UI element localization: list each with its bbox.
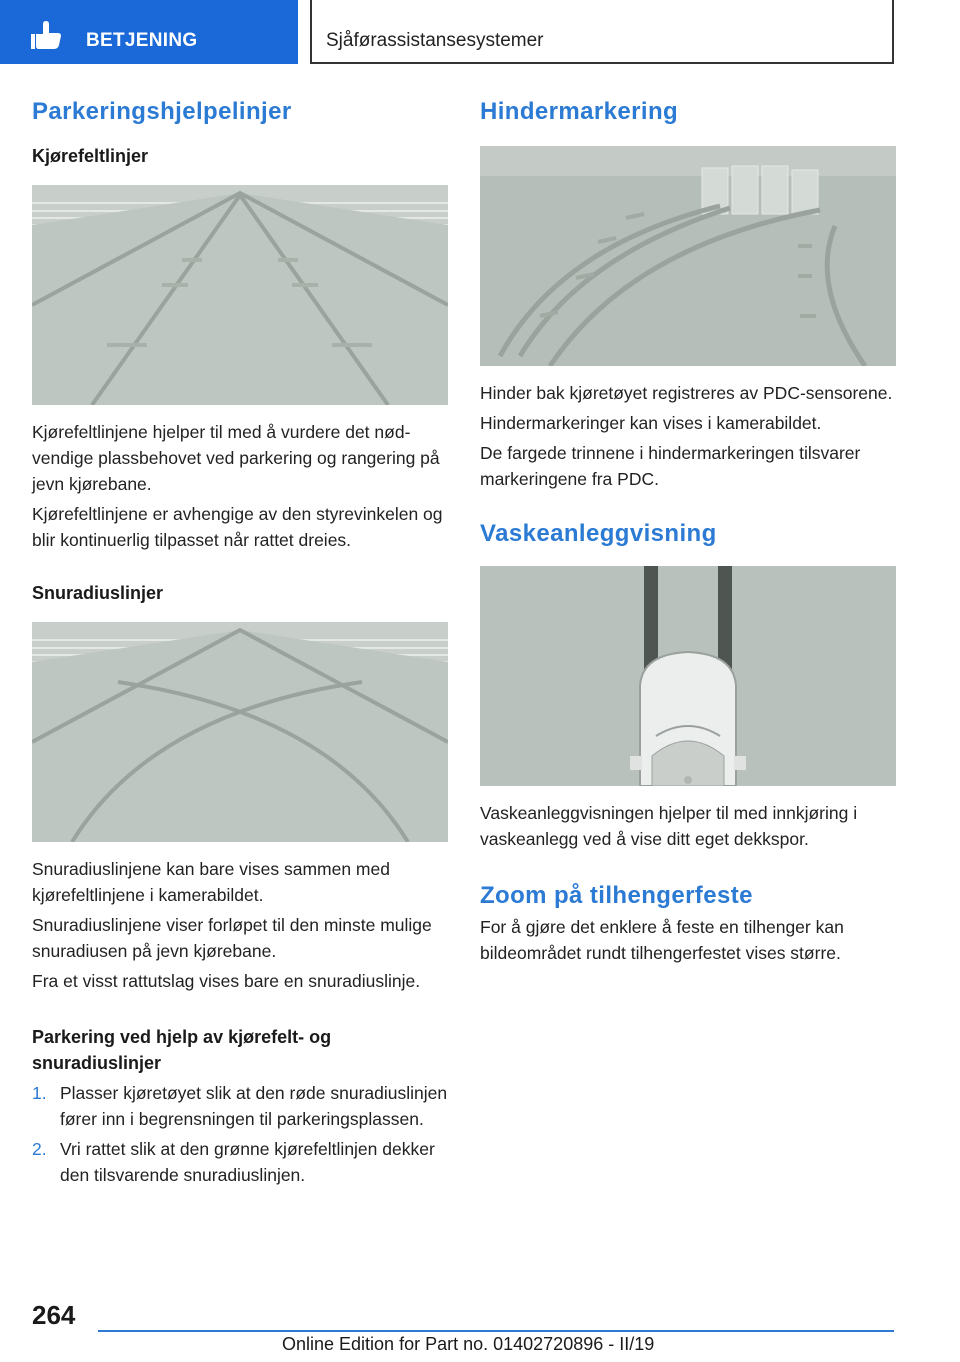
step-number: 2. xyxy=(32,1139,47,1159)
heading-wash: Vaskeanleggvisning xyxy=(480,520,717,547)
obstacle-paragraph-3: De fargede trinnene i hindermarkeringen tilsvarer markeringene fra PDC. xyxy=(480,443,861,489)
parking-steps-list xyxy=(32,1080,448,1188)
page-number: 264 xyxy=(32,1300,76,1330)
heading-parking-lines: Parkeringshjelpelinjer xyxy=(32,98,292,125)
turn-paragraph-2: Snuradiuslinjene viser forløpet til den minste mulige snuradiusen på jevn kjørebane. xyxy=(32,915,432,961)
lane-paragraph-2: Kjørefeltlinjene er avhengige av den styrevinkelen og blir kontinuerlig tilpasset når rattet dreies. xyxy=(32,504,443,550)
zoom-paragraph-1: For å gjøre det enklere å feste en tilhenger kan bildeområdet rundt tilhengerfestet vises større. xyxy=(480,917,844,963)
lane-paragraph-1: Kjørefeltlinjene hjelper til med å vurdere det nødvendige plassbehovet ved parkering og rangering på jevn kjørebane. xyxy=(32,422,440,494)
chapter-tab[interactable] xyxy=(0,0,298,64)
obstacle-paragraph-2: Hindermarkeringer kan vises i kamerabildet. xyxy=(480,413,822,433)
footer-divider xyxy=(98,1330,894,1332)
turning-radius-figure xyxy=(32,622,448,842)
obstacle-marking-figure xyxy=(480,146,896,366)
list-item xyxy=(32,1136,448,1188)
step-text: Vri rattet slik at den grønne kjørefeltlinjen dekker den tilsvarende snuradiuslinjen. xyxy=(60,1139,435,1185)
heading-turn-lines: Snuradiuslinjer xyxy=(32,583,164,603)
section-header xyxy=(310,0,894,64)
step-number: 1. xyxy=(32,1083,47,1103)
right-column xyxy=(480,98,896,966)
lane-lines-figure xyxy=(32,185,448,405)
heading-parking-help: Parkering ved hjelp av kjørefelt- og snuradiuslinjer xyxy=(32,1027,332,1073)
section-title: Sjåførassistansesystemer xyxy=(326,30,544,51)
turn-paragraph-1: Snuradiuslinjene kan bare vises sammen med kjørefeltlinjene i kamerabildet. xyxy=(32,859,390,905)
heading-zoom: Zoom på tilhengerfeste xyxy=(480,882,753,909)
car-wash-figure xyxy=(480,566,896,786)
hand-pointer-icon xyxy=(30,20,64,50)
wash-paragraph-1: Vaskeanleggvisningen hjelper til med innkjøring i vaskeanlegg ved å vise ditt eget dekkspor. xyxy=(480,803,858,849)
left-column xyxy=(32,98,448,1188)
list-item xyxy=(32,1080,448,1132)
heading-obstacle: Hindermarkering xyxy=(480,98,679,125)
edition-note: Online Edition for Part no. 01402720896 - II/19 xyxy=(282,1334,655,1354)
chapter-label: BETJENING xyxy=(86,30,198,51)
step-text: Plasser kjøretøyet slik at den røde snuradiuslinjen fører inn i begrensningen til parkeringsplassen. xyxy=(60,1083,448,1129)
turn-paragraph-3: Fra et visst rattutslag vises bare en snuradiuslinje. xyxy=(32,971,421,991)
heading-lane-lines: Kjørefeltlinjer xyxy=(32,146,149,166)
obstacle-paragraph-1: Hinder bak kjøretøyet registreres av PDC-sensorene. xyxy=(480,383,893,403)
